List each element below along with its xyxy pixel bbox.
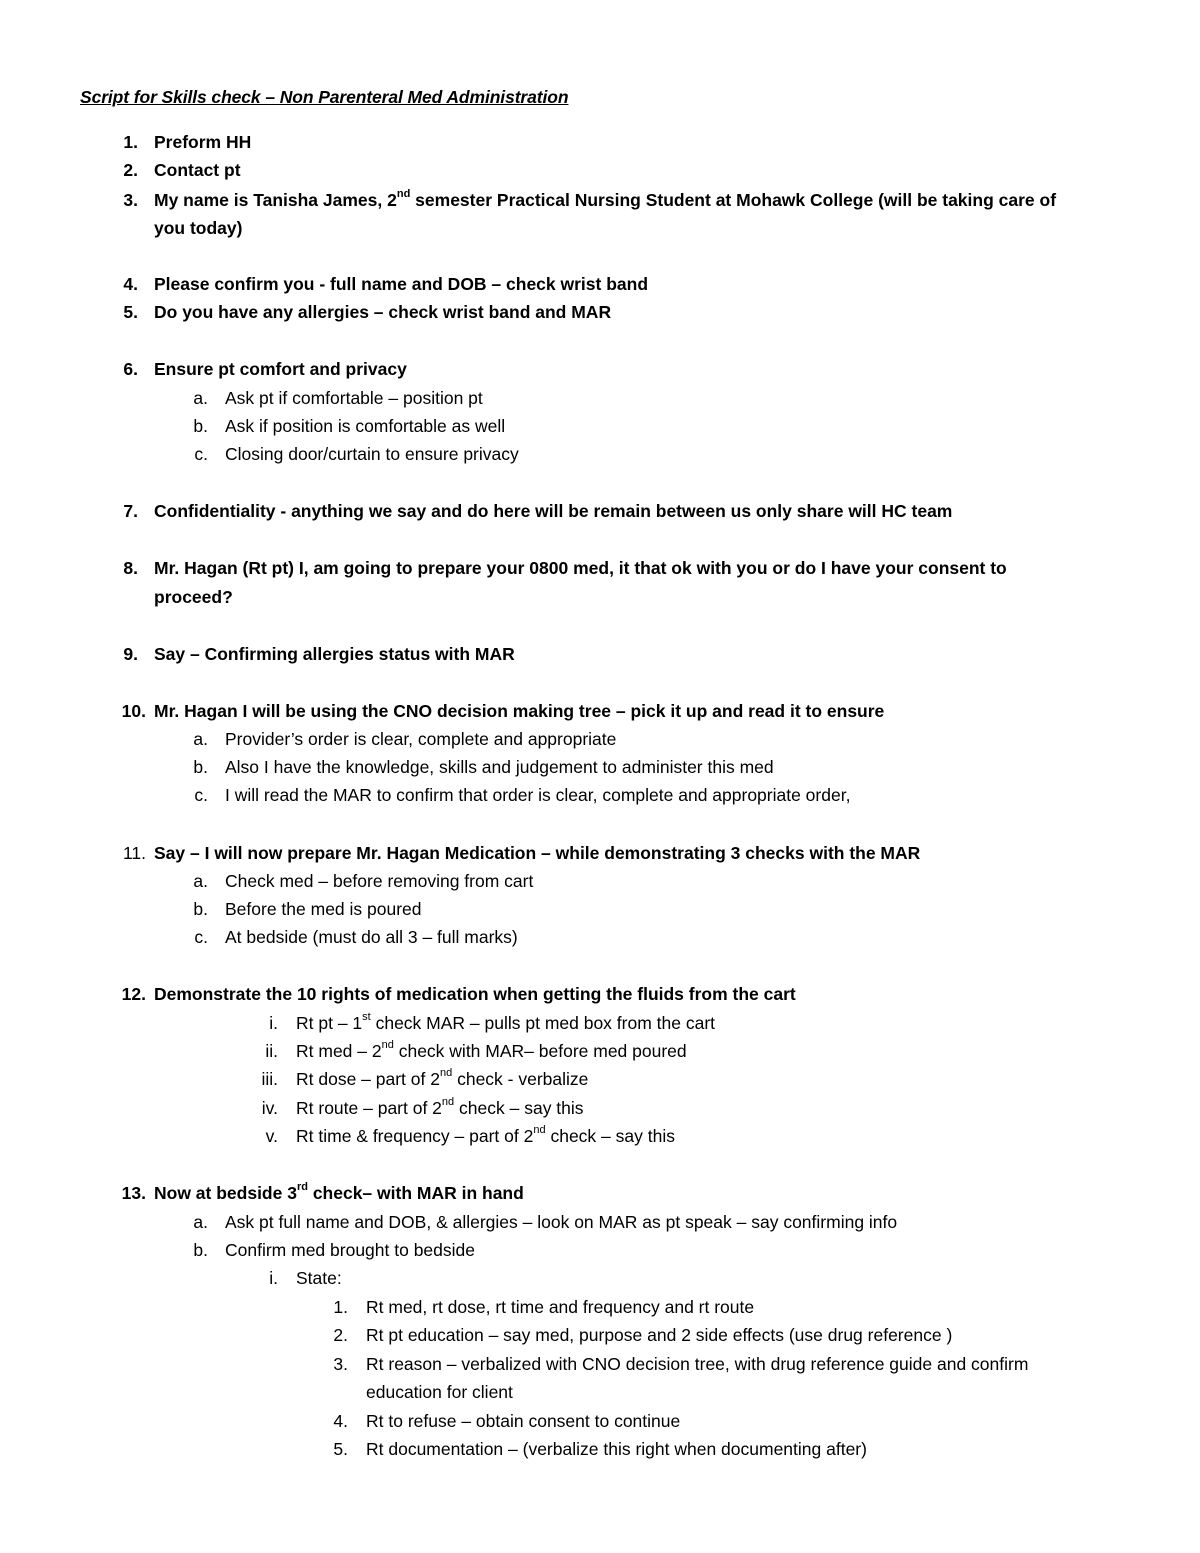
item-number: 7. — [123, 501, 138, 521]
subitem: At bedside (must do all 3 – full marks) — [225, 927, 518, 947]
item-number: 4. — [123, 274, 138, 294]
list-item: Now at bedside 3rd check– with MAR in hand — [154, 1181, 524, 1203]
subitem: Confirm med brought to bedside — [225, 1240, 475, 1260]
item-number: 2. — [123, 160, 138, 180]
item-number: 9. — [123, 644, 138, 664]
subitem: Before the med is poured — [225, 899, 422, 919]
subitem: Also I have the knowledge, skills and judgement to administer this med — [225, 757, 774, 777]
roman-numeral: iii. — [261, 1069, 278, 1089]
right-item-continuation: education for client — [366, 1382, 513, 1402]
subitem: Check med – before removing from cart — [225, 871, 534, 891]
list-item: Say – I will now prepare Mr. Hagan Medication – while demonstrating 3 checks with the MAR — [154, 843, 921, 863]
item-number: 11. — [122, 843, 146, 863]
list-item: Do you have any allergies – check wrist band and MAR — [154, 302, 612, 322]
subitem-letter: b. — [193, 757, 208, 777]
right-number: 4. — [333, 1411, 348, 1431]
item-number: 8. — [123, 558, 138, 578]
right-item: Rt documentation – (verbalize this right when documenting after) — [366, 1439, 867, 1459]
list-item: Please confirm you - full name and DOB – check wrist band — [154, 274, 649, 294]
list-item: My name is Tanisha James, 2nd semester Practical Nursing Student at Mohawk College (will be taking care of — [154, 188, 1057, 210]
list-item: Mr. Hagan I will be using the CNO decision making tree – pick it up and read it to ensure — [154, 701, 885, 721]
subitem: I will read the MAR to confirm that order is clear, complete and appropriate order, — [225, 785, 851, 805]
roman-subitem: Rt route – part of 2nd check – say this — [296, 1096, 584, 1118]
list-item: Demonstrate the 10 rights of medication when getting the fluids from the cart — [154, 984, 796, 1004]
item-number: 13. — [121, 1183, 146, 1203]
item-number: 1. — [123, 132, 138, 152]
item-number: 3. — [123, 190, 138, 210]
roman-subitem: Rt med – 2nd check with MAR– before med poured — [296, 1039, 687, 1061]
list-item-continuation: you today) — [154, 218, 243, 238]
subitem-letter: b. — [193, 1240, 208, 1260]
right-item: Rt reason – verbalized with CNO decision tree, with drug reference guide and confirm — [366, 1354, 1029, 1374]
subitem: Ask pt full name and DOB, & allergies – look on MAR as pt speak – say confirming info — [225, 1212, 898, 1232]
roman-subitem: Rt time & frequency – part of 2nd check – say this — [296, 1124, 675, 1146]
roman-numeral: i. — [269, 1268, 278, 1288]
roman-numeral: v. — [265, 1126, 278, 1146]
item-number: 12. — [121, 984, 146, 1004]
right-number: 2. — [333, 1325, 348, 1345]
roman-numeral: i. — [269, 1013, 278, 1033]
subitem: Provider’s order is clear, complete and appropriate — [225, 729, 617, 749]
subitem-letter: c. — [194, 444, 208, 464]
right-item: Rt pt education – say med, purpose and 2 side effects (use drug reference ) — [366, 1325, 953, 1345]
list-item-continuation: proceed? — [154, 587, 233, 607]
right-item: Rt to refuse – obtain consent to continue — [366, 1411, 681, 1431]
subitem-letter: b. — [193, 899, 208, 919]
subitem-letter: a. — [193, 1212, 208, 1232]
list-item: Preform HH — [154, 132, 252, 152]
subitem-letter: a. — [193, 871, 208, 891]
right-number: 5. — [333, 1439, 348, 1459]
list-item: Ensure pt comfort and privacy — [154, 359, 407, 379]
item-number: 6. — [123, 359, 138, 379]
subitem-letter: c. — [194, 785, 208, 805]
state-label: State: — [296, 1268, 342, 1288]
subitem: Ask if position is comfortable as well — [225, 416, 506, 436]
roman-numeral: iv. — [261, 1098, 278, 1118]
item-number: 10. — [121, 701, 146, 721]
item-number: 5. — [123, 302, 138, 322]
subitem-letter: a. — [193, 729, 208, 749]
list-item: Mr. Hagan (Rt pt) I, am going to prepare your 0800 med, it that ok with you or do I have your consent to — [154, 558, 1007, 578]
list-item: Confidentiality - anything we say and do here will be remain between us only share will HC team — [154, 501, 953, 521]
subitem-letter: a. — [193, 388, 208, 408]
right-number: 1. — [333, 1297, 348, 1317]
list-item: Say – Confirming allergies status with MAR — [154, 644, 515, 664]
list-item: Contact pt — [154, 160, 241, 180]
subitem-letter: b. — [193, 416, 208, 436]
roman-numeral: ii. — [265, 1041, 278, 1061]
subitem-letter: c. — [194, 927, 208, 947]
right-item: Rt med, rt dose, rt time and frequency and rt route — [366, 1297, 755, 1317]
roman-subitem: Rt dose – part of 2nd check - verbalize — [296, 1067, 589, 1089]
document-title: Script for Skills check – Non Parenteral Med Administration — [80, 87, 569, 107]
subitem: Ask pt if comfortable – position pt — [225, 388, 483, 408]
roman-subitem: Rt pt – 1st check MAR – pulls pt med box from the cart — [296, 1011, 716, 1033]
subitem: Closing door/curtain to ensure privacy — [225, 444, 519, 464]
right-number: 3. — [333, 1354, 348, 1374]
